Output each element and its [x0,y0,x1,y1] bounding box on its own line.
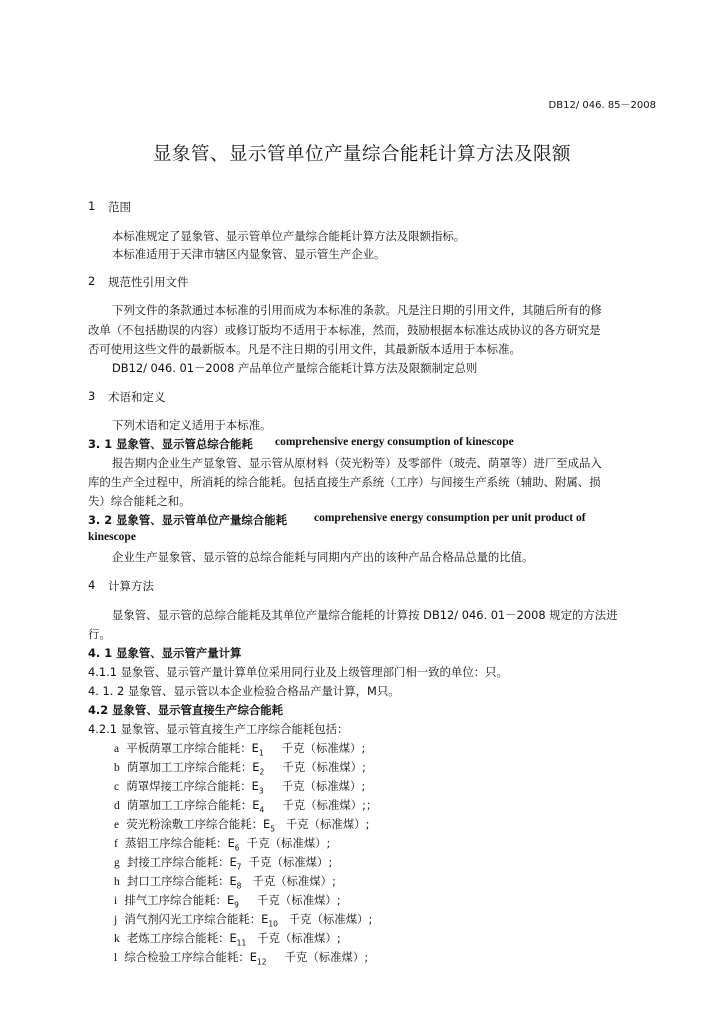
section-4-number: 4 [88,578,96,592]
clause-4-1-1: 4.1.1 显象管、显示管产量计算单位采用同行业及上级管理部门相一致的单位：只。 [88,665,508,679]
page-title: 显象管、显示管单位产量综合能耗计算方法及限额 [152,144,571,165]
document-number: DB12/ 046. 85－2008 [548,100,656,111]
subsection-4-2-heading: 4.2 显象管、显示管直接生产综合能耗 [88,703,284,717]
term-3-2-english-continued: kinescope [88,531,136,543]
clause-4-1-2: 4. 1. 2 显象管、显示管以本企业检验合格品产量计算，M只。 [88,684,400,698]
list-item: d 荫罩加工工序综合能耗：$E_4$ 千克（标准煤）;； [114,798,378,815]
term-3-2-definition: 企业生产显象管、显示管的总综合能耗与同期内产出的该种产品合格品总量的比值。 [112,550,534,564]
normative-reference: DB12/ 046. 01－2008 产品单位产量综合能耗计算方法及限额制定总则 [112,361,478,375]
term-3-1-definition-line: 失）综合能耗之和。 [88,494,191,508]
section-4-paragraph-line: 显象管、显示管的总综合能耗及其单位产量综合能耗的计算按 DB12/ 046. 01－2008 规定的方法进 [112,608,618,622]
list-item: a 平板荫罩工序综合能耗：$E_1$ 千克（标准煤）; [114,741,366,758]
section-2-heading: 规范性引用文件 [108,275,189,289]
term-3-1-definition-line: 报告期内企业生产显象管、显示管从原材料（荧光粉等）及零部件（玻壳、荫罩等）进厂至成品入 [112,456,602,470]
clause-4-2-1: 4.2.1 显象管、显示管直接生产工序综合能耗包括： [88,722,349,736]
subsection-4-1-heading: 4. 1 显象管、显示管产量计算 [88,646,242,660]
term-3-1-title: 3. 1 显象管、显示管总综合能耗 [88,437,253,451]
list-item: b 荫罩加工工序综合能耗：$E_2$ 千克（标准煤）; [114,760,366,777]
section-1-paragraph-2: 本标准适用于天津市辖区内显象管、显示管生产企业。 [112,247,386,261]
list-item: f 蒸铝工序综合能耗：$E_6$ 千克（标准煤）; [114,836,331,853]
section-3-number: 3 [88,389,96,403]
list-item: k 老炼工序综合能耗：$E_{11}$ 千克（标准煤）; [114,931,341,948]
section-4-paragraph-line: 行。 [88,627,111,641]
section-2-paragraph-line: 否可使用这些文件的最新版本。凡是不注日期的引用文件，其最新版本适用于本标准。 [88,342,521,356]
term-3-2-title: 3. 2 显象管、显示管单位产量综合能耗 [88,513,287,527]
section-1-heading: 范围 [108,200,131,214]
section-1-number: 1 [88,199,96,213]
section-2-paragraph-line: 下列文件的条款通过本标准的引用而成为本标准的条款。凡是注日期的引用文件，其随后所有的修 [112,303,602,317]
section-3-intro: 下列术语和定义适用于本标准。 [112,418,272,432]
section-3-heading: 术语和定义 [108,390,166,404]
list-item: h 封口工序综合能耗：$E_8$ 千克（标准煤）; [114,874,336,891]
list-item: l 综合检验工序综合能耗：$E_{12}$ 千克（标准煤）; [114,950,369,967]
list-item: j 消气剂闪光工序综合能耗：$E_{10}$ 千克（标准煤）; [114,912,373,929]
term-3-1-english: comprehensive energy consumption of kinescope [275,436,514,448]
section-4-heading: 计算方法 [108,579,154,593]
section-2-number: 2 [88,274,96,288]
section-2-paragraph-line: 改单（不包括勘误的内容）或修订版均不适用于本标准，然而，鼓励根据本标准达成协议的各方研究是 [88,323,601,337]
term-3-2-english: comprehensive energy consumption per unit product of [314,512,586,524]
term-3-1-definition-line: 库的生产全过程中，所消耗的综合能耗。包括直接生产系统（工序）与间接生产系统（辅助、附属、损 [88,475,601,489]
list-item: e 荧光粉涂敷工序综合能耗：$E_5$ 千克（标准煤）; [114,817,370,834]
list-item: i 排气工序综合能耗：$E_9$ 千克（标准煤）; [114,893,341,910]
list-item: g 封接工序综合能耗：$E_7$ 千克（标准煤）; [114,855,333,872]
section-1-paragraph-1: 本标准规定了显象管、显示管单位产量综合能耗计算方法及限额指标。 [112,229,466,243]
list-item: c 荫罩焊接工序综合能耗：$E_3$ 千克（标准煤）; [114,779,366,796]
